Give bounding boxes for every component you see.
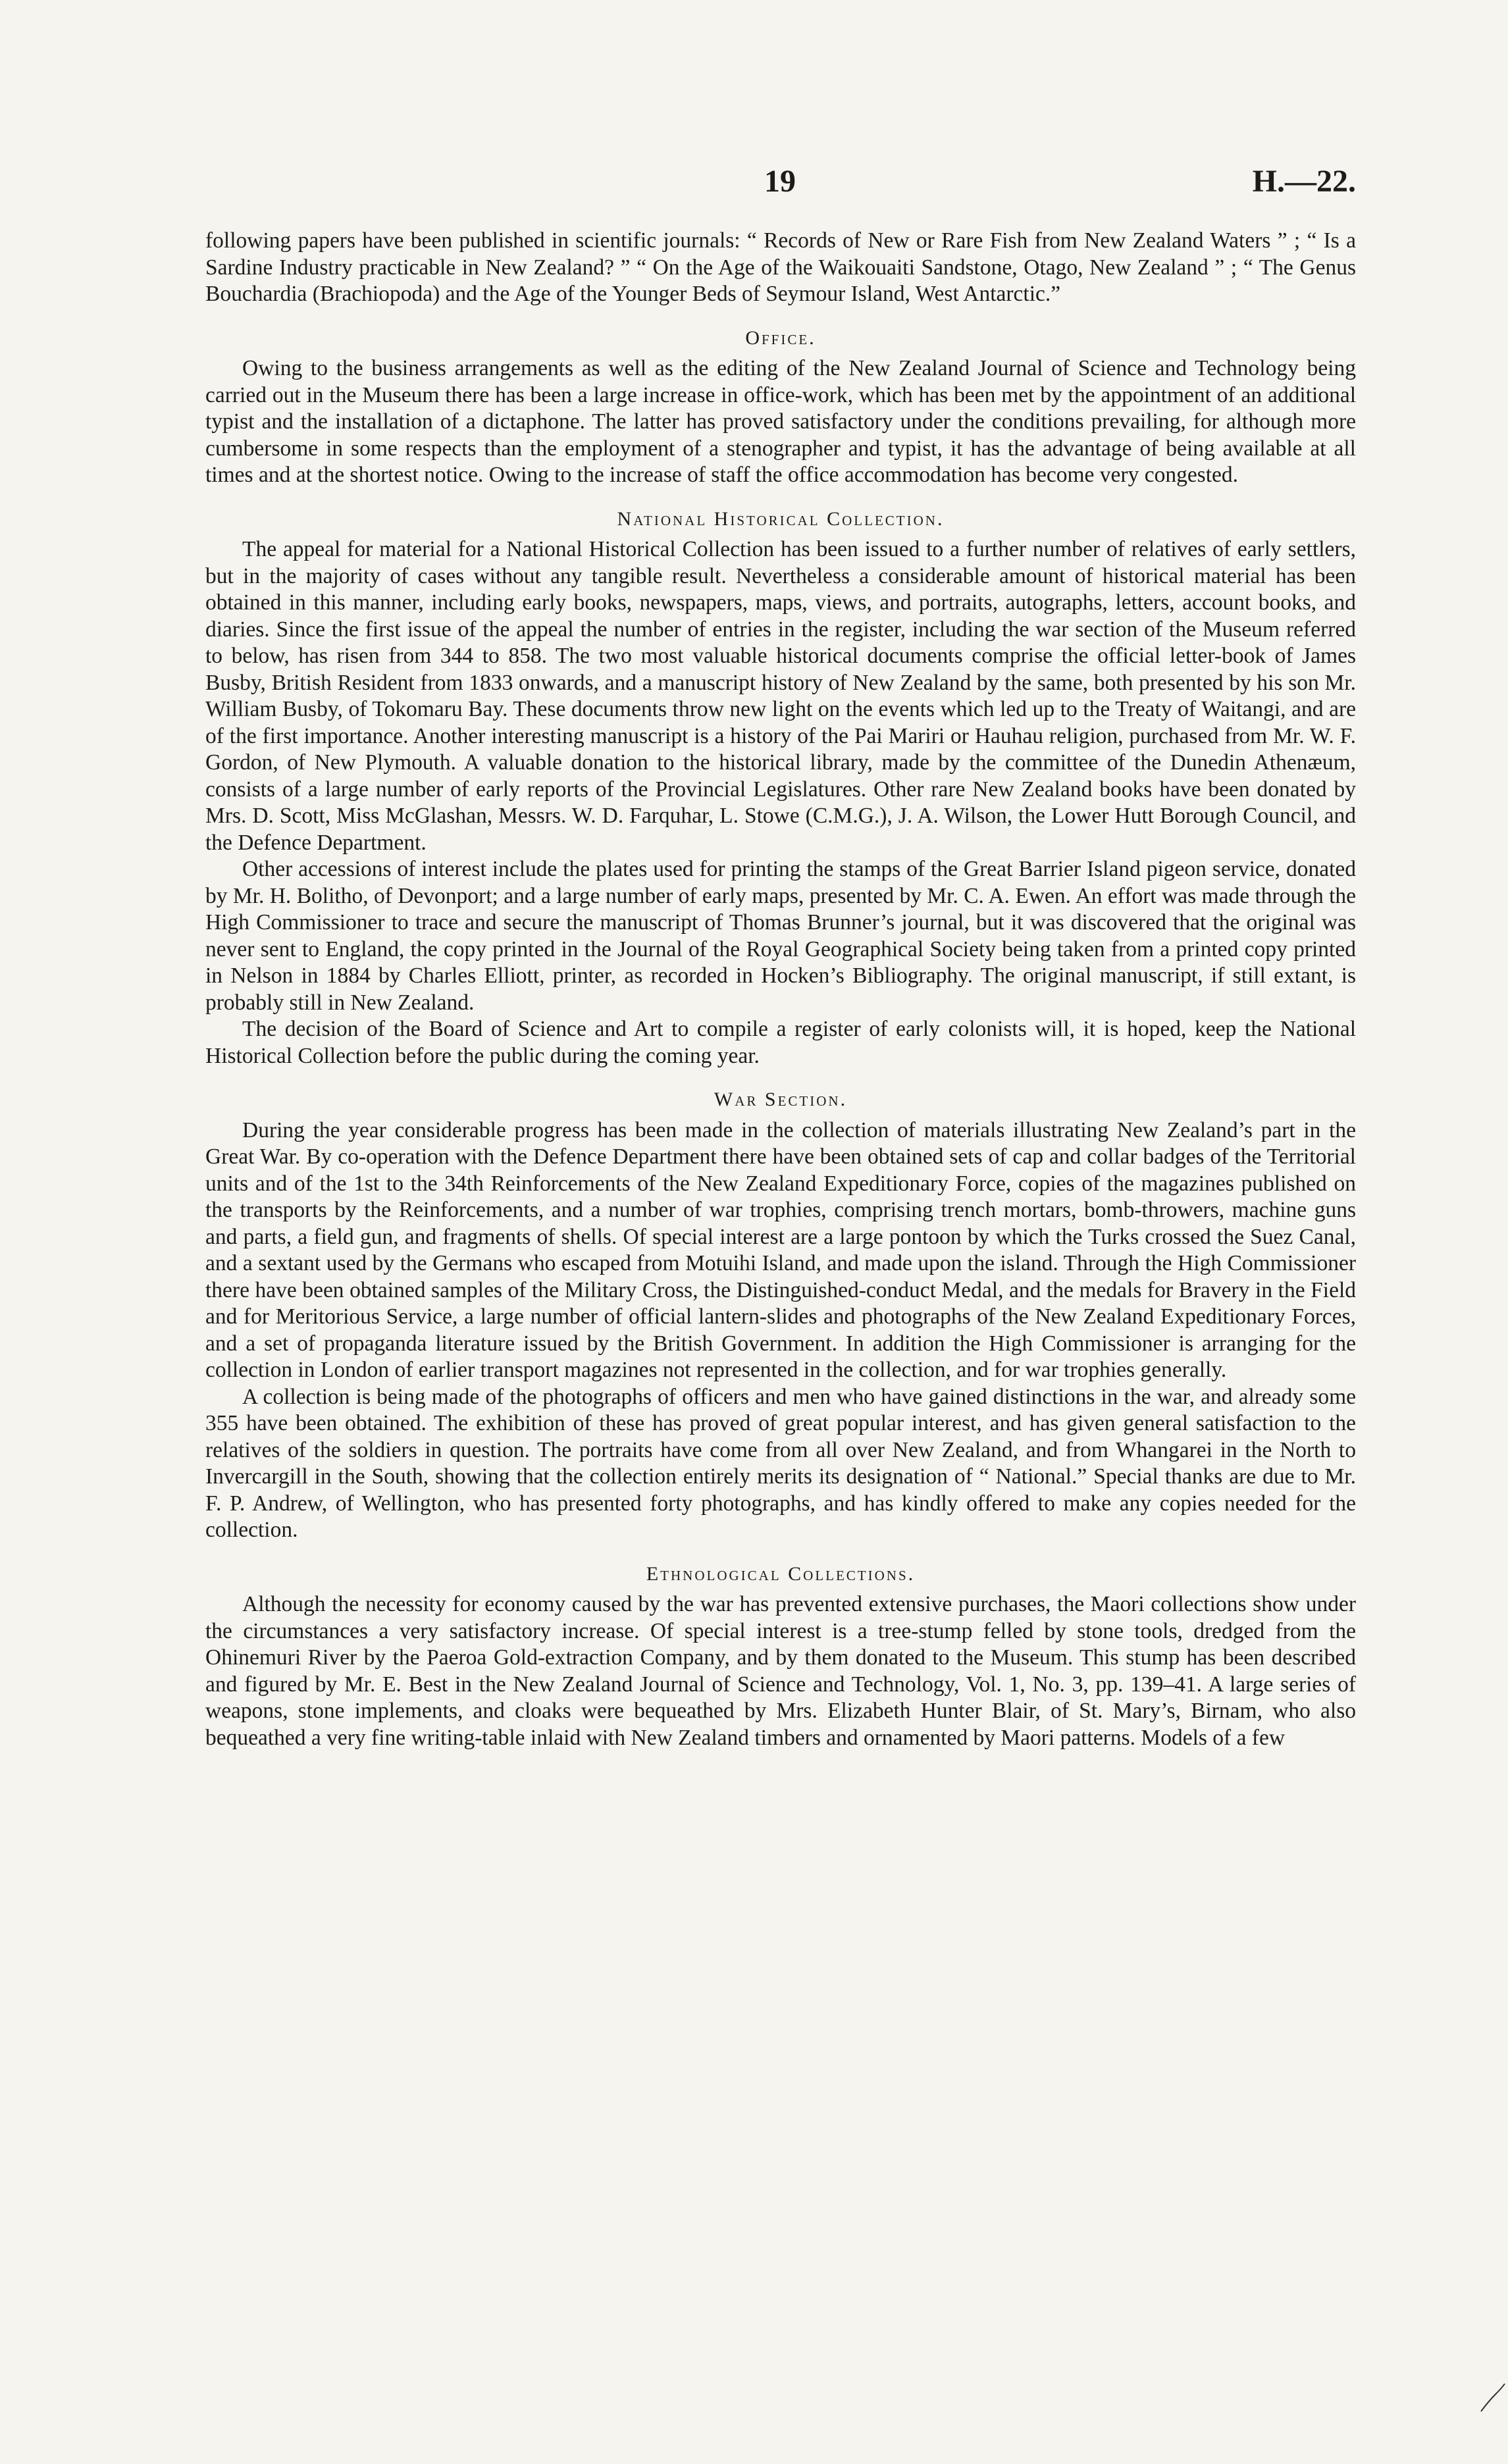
- ethnological-paragraph-1: Although the necessity for economy caused by the war has prevented extensive purchases, the Maori collections show under the circumstances a very satisfactory increase. Of special interest is a tree-stump felled by stone tools, dredged from the Ohinemuri River by the Paeroa Gold-extraction Company, and by them donated to the Museum. This stump has been described and figured by Mr. E. Best in the New Zealand Journal of Science and Technology, Vol. 1, No. 3, pp. 139–41. A large series of weapons, stone implements, and cloaks were bequeathed by Mrs. Elizabeth Hunter Blair, of St. Mary’s, Birnam, who also bequeathed a very fine writing-table inlaid with New Zealand timbers and ornamented by Maori patterns. Models of a few: [205, 1592, 1356, 1750]
- national-paragraph-2: Other accessions of interest include the plates used for printing the stamps of the Great Barrier Island pigeon service, donated by Mr. H. Bolitho, of Devonport; and a large number of early maps, presented by Mr. C. A. Ewen. An effort was made through the High Commissioner to trace and secure the manuscript of Thomas Brunner’s journal, but it was discovered that the original was never sent to England, the copy printed in the Journal of the Royal Geographical Society being taken from a printed copy printed in Nelson in 1884 by Charles Elliott, printer, as recorded in Hocken’s Bibliography. The original manuscript, if still extant, is probably still in New Zealand.: [205, 857, 1356, 1015]
- section-heading-war: War Section.: [714, 1089, 848, 1110]
- page-body: [205, 228, 1356, 1751]
- page-header: [204, 163, 1356, 216]
- national-paragraph-3: The decision of the Board of Science and Art to compile a register of early colonists will, it is hoped, keep the National Historical Collection before the public during the coming year.: [205, 1017, 1356, 1068]
- section-heading-office: Office.: [745, 326, 816, 349]
- national-paragraph-1: The appeal for material for a National Historical Collection has been issued to a further number of relatives of early settlers, but in the majority of cases without any tangible result. Nevertheless a considerable amount of historical material has been obtained in this manner, including early books, newspapers, maps, views, and portraits, autographs, letters, account books, and diaries. Since the first issue of the appeal the number of entries in the register, including the war section of the Museum referred to below, has risen from 344 to 858. The two most valuable historical documents comprise the official letter-book of James Busby, British Resident from 1833 onwards, and a manuscript history of New Zealand by the same, both presented by his son Mr. William Busby, of Tokomaru Bay. These documents throw new light on the events which led up to the Treaty of Waitangi, and are of the first importance. Another interesting manuscript is a history of the Pai Mariri or Hauhau religion, purchased from Mr. W. F. Gordon, of New Plymouth. A valuable donation to the historical library, made by the committee of the Dunedin Athenæum, consists of a large number of early reports of the Provincial Legislatures. Other rare New Zealand books have been donated by Mrs. D. Scott, Miss McGlashan, Messrs. W. D. Farquhar, L. Stowe (C.M.G.), J. A. Wilson, the Lower Hutt Borough Council, and the Defence Department.: [205, 537, 1356, 855]
- section-heading-ethnological: Ethnological Collections.: [646, 1562, 916, 1585]
- section-heading-national-historical: National Historical Collection.: [617, 507, 945, 530]
- page-number: 19: [764, 164, 796, 199]
- war-paragraph-1: During the year considerable progress has been made in the collection of materials illustrating New Zealand’s part in the Great War. By co-operation with the Defence Department there have been obtained sets of cap and collar badges of the Territorial units and of the 1st to the 34th Reinforcements of the New Zealand Expeditionary Force, copies of the magazines published on the transports by the Reinforcements, and a number of war trophies, comprising trench mortars, bomb-throwers, machine guns and parts, a field gun, and fragments of shells. Of special interest are a large pontoon by which the Turks crossed the Suez Canal, and a sextant used by the Germans who escaped from Motuihi Island, and made upon the island. Through the High Commissioner there have been obtained samples of the Military Cross, the Distinguished-conduct Medal, and the medals for Bravery in the Field and for Meritorious Service, a large number of official lantern-slides and photographs of the New Zealand Expeditionary Forces, and a set of propaganda literature issued by the British Government. In addition the High Commissioner is arranging for the collection in London of earlier transport magazines not represented in the collection, and for war trophies generally.: [205, 1117, 1356, 1382]
- intro-paragraph: following papers have been published in scientific journals: “ Records of New or Rare Fish from New Zealand Waters ” ; “ Is a Sardine Industry practicable in New Zealand? ” “ On the Age of the Waikouaiti Sandstone, Otago, New Zealand ” ; “ The Genus Bouchardia (Brachiopoda) and the Age of the Younger Beds of Seymour Island, West Antarctic.”: [205, 228, 1356, 306]
- margin-pen-mark: [1480, 2381, 1506, 2414]
- war-paragraph-2: A collection is being made of the photographs of officers and men who have gained distinctions in the war, and already some 355 have been obtained. The exhibition of these has proved of great popular interest, and has given general satisfaction to the relatives of the soldiers in question. The portraits have come from all over New Zealand, and from Whangarei in the North to Invercargill in the South, showing that the collection entirely merits its designation of “ National.” Special thanks are due to Mr. F. P. Andrew, of Wellington, who has presented forty photographs, and has kindly offered to make any copies needed for the collection.: [205, 1384, 1356, 1542]
- document-reference: H.—22.: [1252, 164, 1356, 199]
- office-paragraph: Owing to the business arrangements as well as the editing of the New Zealand Journal of Science and Technology being carried out in the Museum there has been a large increase in office-work, which has been met by the appointment of an additional typist and the installation of a dictaphone. The latter has proved satisfactory under the conditions prevailing, for although more cumbersome in some respects than the employment of a stenographer and typist, it has the advantage of being available at all times and at the shortest notice. Owing to the increase of staff the office accommodation has become very congested.: [205, 356, 1356, 487]
